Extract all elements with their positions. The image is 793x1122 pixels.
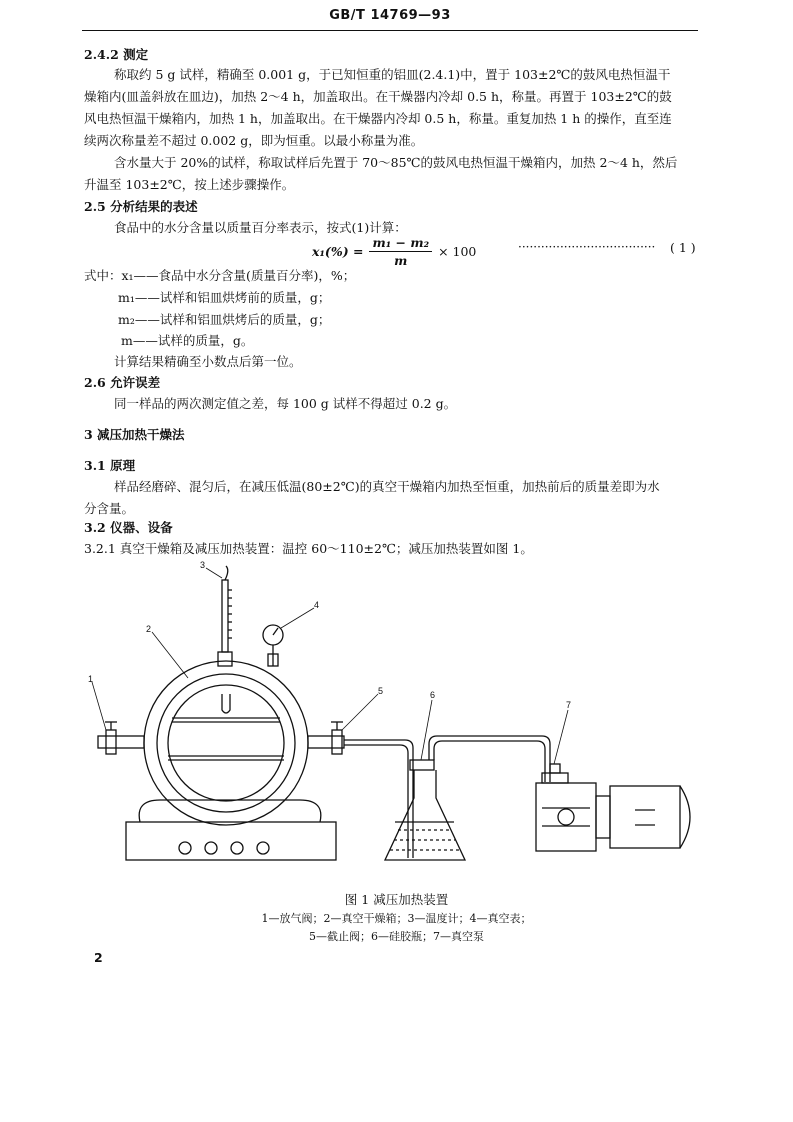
section-3-2-title: 3.2 仪器、设备 [84, 520, 173, 535]
header-rule [82, 30, 698, 31]
section-2-4-2-title: 2.4.2 测定 [84, 47, 149, 62]
paragraph-line: 食品中的水分含量以质量百分率表示，按式(1)计算： [114, 220, 407, 235]
where-line: m——试样的质量，g。 [121, 333, 254, 348]
page-number: 2 [94, 950, 103, 965]
where-line: 式中：x₁——食品中水分含量(质量百分率)，%； [84, 268, 356, 283]
figure-label-2: 2 [146, 624, 152, 634]
paragraph-line: 续两次称量差不超过 0.002 g，即为恒重。以最小称量为准。 [84, 133, 424, 148]
vacuum-gauge [263, 625, 283, 666]
paragraph-line: 称取约 5 g 试样，精确至 0.001 g，于已知恒重的铝皿(2.4.1)中，置于 103±2℃的鼓风电热恒温干 [114, 67, 671, 82]
formula-rhs: × 100 [438, 243, 477, 259]
section-2-6-title: 2.6 允许误差 [84, 375, 161, 390]
figure-legend-line: 1—放气阀；2—真空干燥箱；3—温度计；4—真空表； [261, 912, 532, 925]
figure-label-1: 1 [88, 674, 94, 684]
vacuum-pump [536, 764, 690, 851]
figure-label-3: 3 [200, 560, 206, 570]
figure-label-6: 6 [430, 690, 436, 700]
figure-label-5: 5 [378, 686, 384, 696]
figure-label-4: 4 [314, 600, 320, 610]
paragraph-line: 含水量大于 20%的试样，称取试样后先置于 70～85℃的鼓风电热恒温干燥箱内，加热 2～4 h，然后 [114, 155, 678, 170]
where-line: m₂——试样和铝皿烘烤后的质量，g； [118, 312, 331, 327]
standard-header: GB/T 14769—93 [329, 8, 451, 23]
tubing [434, 741, 545, 782]
silica-gel-flask [385, 760, 465, 860]
paragraph-line: 分含量。 [84, 501, 135, 516]
paragraph-line: 升温至 103±2℃，按上述步骤操作。 [84, 177, 295, 192]
formula-leader-dots: ···································· [518, 240, 656, 254]
formula-lhs: x₁(%) = [312, 243, 364, 259]
paragraph-line: 燥箱内(皿盖斜放在皿边)，加热 2～4 h，加盖取出。在干燥器内冷却 0.5 h，称量。再置于 103±2℃的鼓 [84, 89, 672, 104]
figure-legend-line: 5—截止阀；6—硅胶瓶；7—真空泵 [309, 930, 484, 943]
figure-label-7: 7 [566, 700, 572, 710]
formula-denominator: m [394, 252, 408, 268]
formula-1 [312, 233, 476, 269]
where-line: m₁——试样和铝皿烘烤前的质量，g； [118, 290, 331, 305]
tubing [344, 745, 408, 858]
paragraph-line: 风电热恒温干燥箱内，加热 1 h，加盖取出。在干燥器内冷却 0.5 h，称量。重复加热 1 h 的操作，直至连 [84, 111, 672, 126]
section-2-5-title: 2.5 分析结果的表述 [84, 199, 198, 214]
figure-caption: 图 1 减压加热装置 [344, 892, 449, 907]
vacuum-apparatus-figure [80, 560, 710, 885]
tubing [429, 736, 550, 782]
formula-fraction [369, 235, 432, 268]
stop-valve [308, 722, 344, 754]
paragraph-line: 计算结果精确至小数点后第一位。 [114, 354, 302, 369]
formula-number: ( 1 ) [670, 240, 696, 255]
section-3-1-title: 3.1 原理 [84, 458, 136, 473]
thermometer [218, 566, 232, 666]
formula-numerator: m₁ − m₂ [369, 235, 432, 252]
paragraph-line: 样品经磨碎、混匀后，在减压低温(80±2℃)的真空干燥箱内加热至恒重，加热前后的质量差即为水 [114, 479, 660, 494]
leader-lines [92, 568, 568, 764]
dryer-base [126, 800, 336, 860]
paragraph-line: 同一样品的两次测定值之差，每 100 g 试样不得超过 0.2 g。 [114, 396, 457, 411]
section-3-title: 3 减压加热干燥法 [84, 427, 185, 442]
section-3-2-1-text: 3.2.1 真空干燥箱及减压加热装置：温控 60～110±2℃；减压加热装置如图 1。 [84, 541, 533, 556]
